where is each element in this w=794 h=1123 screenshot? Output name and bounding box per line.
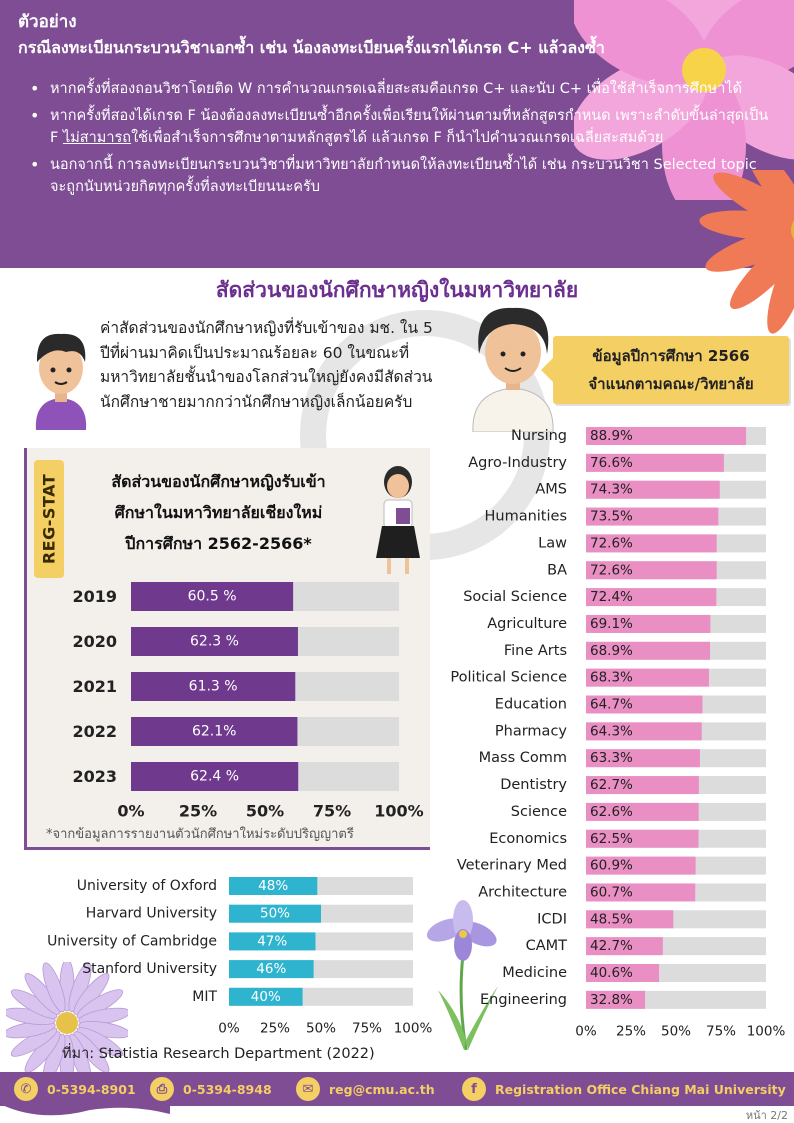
reg-title-line-1: สัดส่วนของนักศึกษาหญิงรับเข้า <box>111 472 326 491</box>
tick-label: 25% <box>615 1023 647 1040</box>
rule-item-2 <box>30 105 770 149</box>
data-label: 72.4% <box>590 589 633 606</box>
printer-icon: ⎙ <box>150 1077 174 1101</box>
data-label: 60.9% <box>590 857 633 874</box>
rule-text-underlined: ไม่สามารถ <box>62 130 132 146</box>
data-label: 62.5% <box>590 830 633 847</box>
category-label: Science <box>510 803 567 820</box>
data-label: 76.6% <box>590 454 633 471</box>
category-label: Stanford University <box>82 961 217 978</box>
category-label: Pharmacy <box>494 723 567 740</box>
tick-label: 0% <box>218 1020 240 1037</box>
category-label: Engineering <box>480 991 567 1008</box>
category-label: ICDI <box>537 911 567 928</box>
tick-label: 0% <box>117 801 145 821</box>
category-label: Dentistry <box>500 777 567 794</box>
tag-line-2: จำแนกตามคณะ/วิทยาลัย <box>588 375 754 393</box>
facebook-icon: f <box>462 1077 486 1101</box>
example-label: ตัวอย่าง <box>18 12 77 32</box>
data-label: 64.7% <box>590 696 633 713</box>
footer-bar <box>0 1072 794 1106</box>
data-label: 73.5% <box>590 508 633 525</box>
data-label: 46% <box>256 961 287 978</box>
category-label: Mass Comm <box>478 750 567 767</box>
reg-title-line-3: ปีการศึกษา 2562-2566* <box>125 534 312 553</box>
category-label: 2019 <box>72 587 117 606</box>
category-label: Humanities <box>484 508 567 525</box>
mail-icon: ✉ <box>296 1077 320 1101</box>
category-label: 2023 <box>72 767 117 786</box>
data-label: 48% <box>258 878 289 894</box>
category-label: Agro-Industry <box>468 454 567 471</box>
tick-label: 50% <box>305 1020 337 1037</box>
category-label: Nursing <box>511 428 567 444</box>
data-label: 63.3% <box>590 750 633 767</box>
page-number: หน้า 2/2 <box>745 1109 788 1122</box>
category-label: Economics <box>489 830 567 847</box>
header-title: กรณีลงทะเบียนกระบวนวิชาเอกซ้ำ เช่น น้องลงทะเบียนครั้งแรกได้เกรด C+ แล้วลงซ้ำ <box>18 38 605 57</box>
data-label: 40% <box>250 988 281 1005</box>
category-label: 2022 <box>72 722 117 741</box>
data-label: 74.3% <box>590 481 633 498</box>
tick-label: 50% <box>660 1023 692 1040</box>
data-label: 69.1% <box>590 615 633 632</box>
category-label: Political Science <box>450 669 567 686</box>
footer-email[interactable] <box>296 1077 435 1101</box>
reg-stat-badge-text: REG-STAT <box>39 473 59 565</box>
footer-fax[interactable] <box>150 1077 272 1101</box>
section-title: สัดส่วนของนักศึกษาหญิงในมหาวิทยาลัย <box>215 278 579 302</box>
data-label: 60.5 % <box>187 588 237 605</box>
category-label: 2020 <box>72 632 117 651</box>
reg-title-line-2: ศึกษาในมหาวิทยาลัยเชียงใหม่ <box>114 503 323 522</box>
category-label: University of Oxford <box>76 878 217 894</box>
female-ratio-by-year-chart <box>44 578 430 823</box>
category-label: Law <box>538 535 567 552</box>
data-label: 64.3% <box>590 723 633 740</box>
data-label: 68.9% <box>590 642 633 659</box>
phone-number: 0-5394-8901 <box>47 1081 136 1097</box>
data-label: 68.3% <box>590 669 633 686</box>
category-label: BA <box>547 562 567 579</box>
category-label: MIT <box>192 988 217 1005</box>
data-label: 88.9% <box>590 428 633 444</box>
footer-facebook[interactable] <box>462 1077 786 1101</box>
category-label: University of Cambridge <box>47 933 217 950</box>
tick-label: 0% <box>575 1023 597 1040</box>
data-label: 40.6% <box>590 965 633 981</box>
category-label: 2021 <box>72 677 117 696</box>
fax-number: 0-5394-8948 <box>183 1081 272 1097</box>
category-label: CAMT <box>525 938 567 955</box>
tick-label: 50% <box>245 801 285 821</box>
data-label: 62.4 % <box>190 768 240 785</box>
rule-text-a: หากครั้งที่สองได้เกรด F น้องต้องลงทะเบียนซ้ำอีกครั้งเพื่อเรียนให้ผ่านตามที่หลักสูตรกำหนด เพราะลำดับขั้นล่าสุดเป็น F <box>50 108 769 146</box>
data-label: 62.7% <box>590 777 633 794</box>
world-university-chart <box>14 872 433 1040</box>
category-label: Medicine <box>502 965 567 981</box>
bottom-wave-decoration <box>0 1104 794 1123</box>
category-label: Harvard University <box>85 905 217 922</box>
data-label: 47% <box>257 933 288 950</box>
rule-item-3: • นอกจากนี้ การลงทะเบียนกระบวนวิชาที่มหาวิทยาลัยกำหนดให้ลงทะเบียนซ้ำได้ เช่น กระบวนวิชา Selected topic จะถูกนับหน่วยกิตทุกครั้งที่ลงทะเบียนนะครับ <box>30 154 770 198</box>
data-label: 62.3 % <box>190 633 239 650</box>
category-label: AMS <box>535 481 567 498</box>
data-label: 72.6% <box>590 535 633 552</box>
intro-paragraph: ค่าสัดส่วนของนักศึกษาหญิงที่รับเข้าของ มช. ใน 5 ปีที่ผ่านมาคิดเป็นประมาณร้อยละ 60 ในขณะที่มหาวิทยาลัยชั้นนำของโลกส่วนใหญ่ยังคงมีสัดส่วนนักศึกษาชายมากกว่านักศึกษาหญิงเล็กน้อยครับ <box>100 319 433 411</box>
rule-text-b: ใช้เพื่อสำเร็จการศึกษาตามหลักสูตรได้ แล้วเกรด F ก็นำไปคำนวณเกรดเฉลี่ยสะสมด้วย <box>131 130 664 146</box>
data-label: 48.5% <box>590 911 633 928</box>
email-address: reg@cmu.ac.th <box>329 1081 435 1097</box>
tick-label: 75% <box>351 1020 383 1037</box>
category-label: Fine Arts <box>503 642 567 659</box>
tick-label: 75% <box>312 801 352 821</box>
tick-label: 75% <box>705 1023 737 1040</box>
tick-label: 100% <box>746 1023 786 1040</box>
data-label: 42.7% <box>590 938 633 955</box>
tick-label: 100% <box>374 801 424 821</box>
data-label: 60.7% <box>590 884 633 901</box>
category-label: Architecture <box>478 884 567 901</box>
tick-label: 100% <box>393 1020 433 1037</box>
rule-item-1: • หากครั้งที่สองถอนวิชาโดยติด W การคำนวณเกรดเฉลี่ยสะสมคือเกรด C+ และนับ C+ เพื่อใช้สำเร็จการศึกษาได้ <box>30 78 770 100</box>
category-label: Education <box>494 696 567 713</box>
footnote: *จากข้อมูลการรายงานตัวนักศึกษาใหม่ระดับปริญญาตรี <box>46 827 354 842</box>
category-label: Social Science <box>463 589 567 606</box>
data-label: 50% <box>259 905 291 922</box>
tag-line-1: ข้อมูลปีการศึกษา 2566 <box>592 347 750 365</box>
boy-avatar-icon <box>22 322 100 430</box>
student-icon <box>368 460 428 578</box>
data-label: 62.6% <box>590 803 633 820</box>
source-note: ที่มา: Statistia Research Department (2022) <box>62 1046 375 1062</box>
orange-flower-decoration <box>634 170 794 400</box>
reg-chart-title <box>66 466 371 559</box>
data-label: 62.1% <box>191 723 237 740</box>
data-label: 61.3 % <box>188 678 238 695</box>
tick-label: 25% <box>259 1020 291 1037</box>
data-label: 32.8% <box>590 991 633 1008</box>
category-label: Agriculture <box>487 615 567 632</box>
facebook-page: Registration Office Chiang Mai University <box>495 1081 786 1097</box>
footer-phone[interactable] <box>14 1077 136 1101</box>
faculty-female-ratio-chart <box>436 422 788 1042</box>
category-label: Veterinary Med <box>456 857 567 874</box>
reg-stat-badge <box>34 460 64 578</box>
data-label: 72.6% <box>590 562 633 579</box>
tick-label: 25% <box>178 801 218 821</box>
phone-icon: ✆ <box>14 1077 38 1101</box>
